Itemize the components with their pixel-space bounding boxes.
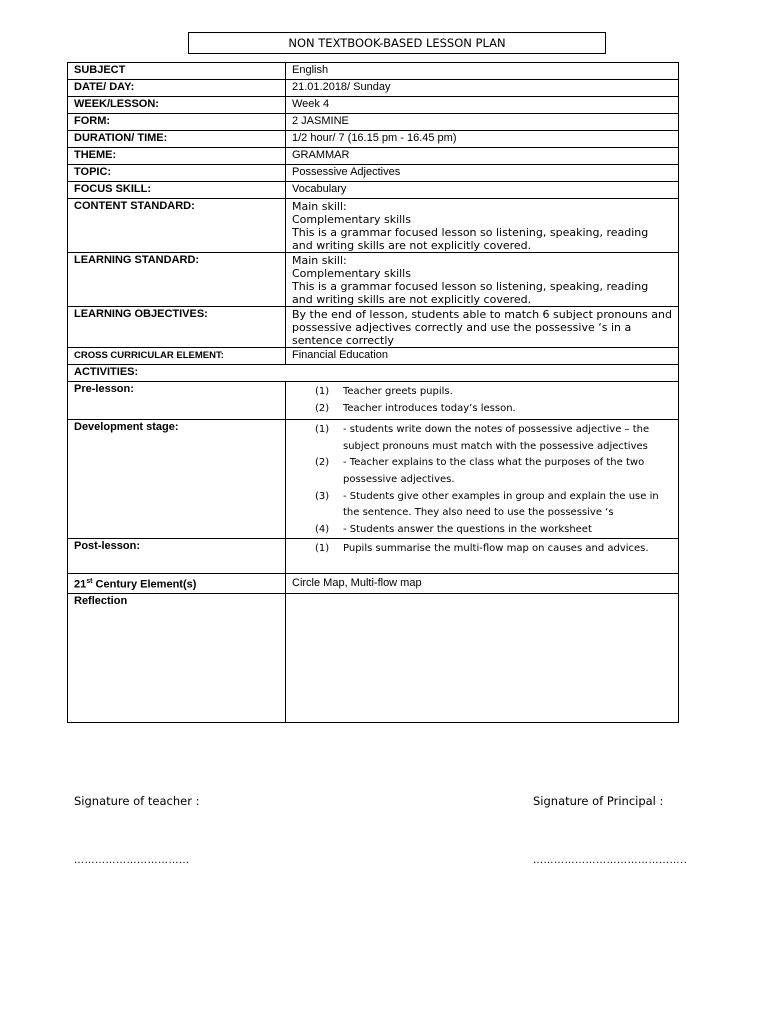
list-item [292, 522, 672, 539]
item-text: - students write down the notes of possessive adjective – the subject pronouns must match with the possessive adjectives [343, 424, 650, 452]
cross-curricular-label: CROSS CURRICULAR ELEMENT: [68, 348, 286, 365]
content-standard-line3: This is a grammar focused lesson so listening, speaking, reading and writing skills are not explicitly covered. [292, 226, 649, 252]
item-number: (1) [315, 424, 330, 436]
duration-value: 1/2 hour/ 7 (16.15 pm - 16.45 pm) [286, 131, 679, 148]
content-standard-value [286, 199, 679, 253]
row-focus [68, 182, 679, 199]
pre-lesson-value [286, 382, 679, 420]
item-text: Teacher greets pupils. [343, 386, 453, 397]
century-suffix: st [86, 578, 93, 586]
focus-value: Vocabulary [286, 182, 679, 199]
learning-standard-label: LEARNING STANDARD: [68, 253, 286, 307]
list-item [292, 489, 672, 522]
teacher-signature-line: …………………………… [74, 855, 190, 866]
principal-signature-line: …………………………………….. [533, 855, 688, 866]
post-lesson-label: Post-lesson: [68, 539, 286, 574]
development-label: Development stage: [68, 420, 286, 539]
teacher-signature-label: Signature of teacher : [74, 794, 200, 808]
row-content-standard [68, 199, 679, 253]
objectives-value: By the end of lesson, students able to match 6 subject pronouns and possessive adjectives correctly and use the possessive ‘s in a sentence correctly [286, 307, 679, 348]
century-element-value: Circle Map, Multi-flow map [286, 574, 679, 594]
item-number: (1) [315, 543, 330, 555]
row-duration [68, 131, 679, 148]
topic-label: TOPIC: [68, 165, 286, 182]
duration-label: DURATION/ TIME: [68, 131, 286, 148]
list-item [292, 401, 672, 418]
learning-standard-line2: Complementary skills [292, 267, 411, 280]
learning-standard-line3: This is a grammar focused lesson so listening, speaking, reading and writing skills are not explicitly covered. [292, 280, 649, 306]
reflection-label: Reflection [68, 594, 286, 723]
date-label: DATE/ DAY: [68, 80, 286, 97]
week-value: Week 4 [286, 97, 679, 114]
row-topic [68, 165, 679, 182]
row-week [68, 97, 679, 114]
theme-label: THEME: [68, 148, 286, 165]
reflection-value [286, 594, 679, 723]
date-value: 21.01.2018/ Sunday [286, 80, 679, 97]
item-number: (3) [315, 490, 330, 502]
row-theme [68, 148, 679, 165]
row-reflection [68, 594, 679, 723]
row-subject [68, 63, 679, 80]
list-item [292, 384, 672, 401]
row-century-element [68, 574, 679, 594]
century-element-label [68, 574, 286, 594]
content-standard-line2: Complementary skills [292, 213, 411, 226]
row-objectives [68, 307, 679, 348]
document-title: NON TEXTBOOK-BASED LESSON PLAN [188, 32, 606, 54]
content-standard-line1: Main skill: [292, 200, 347, 213]
list-item [292, 455, 672, 488]
subject-value: English [286, 63, 679, 80]
principal-signature-label: Signature of Principal : [533, 794, 664, 808]
cross-curricular-value: Financial Education [286, 348, 679, 365]
development-list [292, 420, 672, 538]
item-number: (2) [315, 402, 330, 414]
objectives-label: LEARNING OBJECTIVES: [68, 307, 286, 348]
learning-standard-line1: Main skill: [292, 254, 347, 267]
theme-value: GRAMMAR [286, 148, 679, 165]
form-label: FORM: [68, 114, 286, 131]
focus-label: FOCUS SKILL: [68, 182, 286, 199]
item-text: - Students answer the questions in the worksheet [343, 523, 592, 535]
item-text: - Students give other examples in group and explain the use in the sentence. They also need to use the possessive ‘s [343, 490, 659, 519]
list-item [292, 422, 672, 455]
topic-value: Possessive Adjectives [286, 165, 679, 182]
activities-label: ACTIVITIES: [68, 365, 679, 382]
century-number: 21 [74, 579, 87, 591]
item-number: (4) [315, 523, 330, 535]
item-text: - Teacher explains to the class what the purposes of the two possessive adjectives. [343, 457, 645, 485]
content-standard-label: CONTENT STANDARD: [68, 199, 286, 253]
item-number: (2) [315, 457, 330, 469]
row-activities [68, 365, 679, 382]
row-post-lesson [68, 539, 679, 574]
item-text: Pupils summarise the multi-flow map on causes and advices. [343, 543, 649, 555]
item-number: (1) [315, 386, 330, 397]
pre-lesson-label: Pre-lesson: [68, 382, 286, 420]
row-cross-curricular [68, 348, 679, 365]
lesson-plan-table [67, 62, 679, 723]
list-item [292, 541, 672, 558]
form-value: 2 JASMINE [286, 114, 679, 131]
row-development [68, 420, 679, 539]
pre-lesson-list [292, 382, 672, 417]
week-label: WEEK/LESSON: [68, 97, 286, 114]
row-date [68, 80, 679, 97]
development-value [286, 420, 679, 539]
row-form [68, 114, 679, 131]
item-text: Teacher introduces today’s lesson. [343, 402, 516, 414]
subject-label: SUBJECT [68, 63, 286, 80]
row-pre-lesson [68, 382, 679, 420]
post-lesson-list [292, 539, 672, 558]
century-label-text: Century Element(s) [92, 579, 197, 591]
row-learning-standard [68, 253, 679, 307]
post-lesson-value [286, 539, 679, 574]
learning-standard-value [286, 253, 679, 307]
